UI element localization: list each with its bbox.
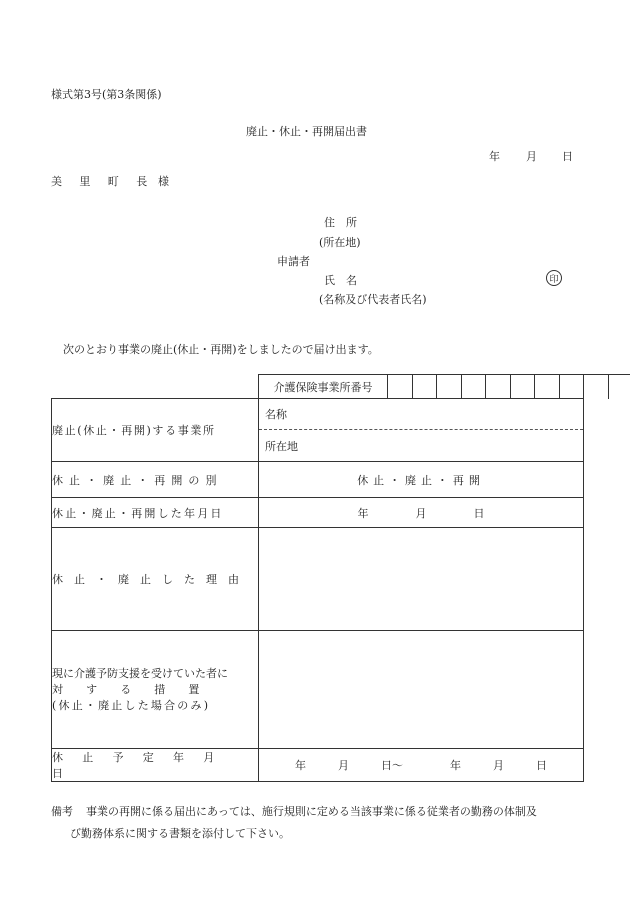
planned-to-month: 月 <box>493 759 504 772</box>
office-number-digit[interactable] <box>486 375 511 399</box>
addressee: 美 里 町 長 <box>51 175 153 188</box>
planned-date-value-cell[interactable] <box>259 749 584 782</box>
name-label: 氏 名 <box>324 274 357 287</box>
page-title: 廃止・休止・再開届出書 <box>246 125 367 138</box>
office-number-digit[interactable] <box>535 375 560 399</box>
note-line2: び勤務体系に関する書類を添付して下さい。 <box>70 827 290 840</box>
date-value-year: 年 <box>357 506 369 520</box>
address-sub-label: (所在地) <box>319 236 361 249</box>
business-office-cell[interactable] <box>259 399 584 462</box>
name-sub-label: (名称及び代表者氏名) <box>319 293 427 306</box>
business-office-label-cell <box>52 399 259 462</box>
statement-text: 次のとおり事業の廃止(休止・再開)をしましたので届け出ます。 <box>63 343 379 356</box>
reason-value-cell[interactable] <box>259 528 584 631</box>
date-label-cell <box>52 498 259 528</box>
date-year-label: 年 <box>489 150 500 163</box>
measures-value-cell[interactable] <box>259 631 584 749</box>
office-location-label: 所在地 <box>259 429 583 461</box>
date-value-cell[interactable] <box>259 498 584 528</box>
type-label: 休止・廃止・再開の別 <box>52 473 223 487</box>
office-number-digit[interactable] <box>388 375 413 399</box>
office-number-label: 介護保険事業所番号 <box>259 375 388 399</box>
planned-date-label-cell <box>52 749 259 782</box>
date-value-day: 日 <box>473 506 485 520</box>
type-options: 休止・廃止・再開 <box>357 473 485 487</box>
applicant-label: 申請者 <box>277 255 310 268</box>
measures-label-cell <box>52 631 259 749</box>
office-number-digit[interactable] <box>560 375 585 399</box>
date-value-month: 月 <box>415 506 427 520</box>
office-number-digit[interactable] <box>584 375 609 399</box>
planned-date-label: 休止予定年月日 <box>52 751 234 780</box>
office-number-row <box>258 374 630 399</box>
office-number-digit[interactable] <box>511 375 536 399</box>
planned-from-day: 日～ <box>381 759 403 772</box>
office-name-label: 名称 <box>265 408 287 421</box>
office-number-digit[interactable] <box>437 375 462 399</box>
reason-label: 休止・廃止した理由 <box>52 573 250 586</box>
reason-label-cell <box>52 528 259 631</box>
form-table <box>51 398 584 782</box>
address-label: 住 所 <box>324 216 357 229</box>
planned-from-year: 年 <box>295 759 306 772</box>
honorific: 様 <box>158 175 169 188</box>
planned-to-day: 日 <box>536 759 547 772</box>
measures-label-line2: 対する措置 <box>52 682 223 696</box>
business-office-label: 廃止(休止・再開)する事業所 <box>52 424 216 437</box>
type-label-cell <box>52 462 259 498</box>
type-value-cell[interactable] <box>259 462 584 498</box>
seal-mark: 印 <box>546 270 562 286</box>
note-label: 備考 <box>51 805 73 818</box>
note-line1: 事業の再開に係る届出にあっては、施行規則に定める当該事業に係る従業者の勤務の体制及 <box>86 805 537 818</box>
date-month-label: 月 <box>526 150 537 163</box>
form-number-label: 様式第3号(第3条関係) <box>51 88 162 101</box>
measures-label-line3: (休止・廃止した場合のみ) <box>52 698 211 712</box>
date-label: 休止・廃止・再開した年月日 <box>52 506 224 520</box>
measures-label-line1: 現に介護予防支援を受けていた者に <box>52 666 228 680</box>
office-number-digit[interactable] <box>609 375 630 399</box>
planned-from-month: 月 <box>338 759 349 772</box>
office-number-digit[interactable] <box>462 375 487 399</box>
planned-to-year: 年 <box>450 759 461 772</box>
date-day-label: 日 <box>562 150 573 163</box>
office-number-digit[interactable] <box>413 375 438 399</box>
